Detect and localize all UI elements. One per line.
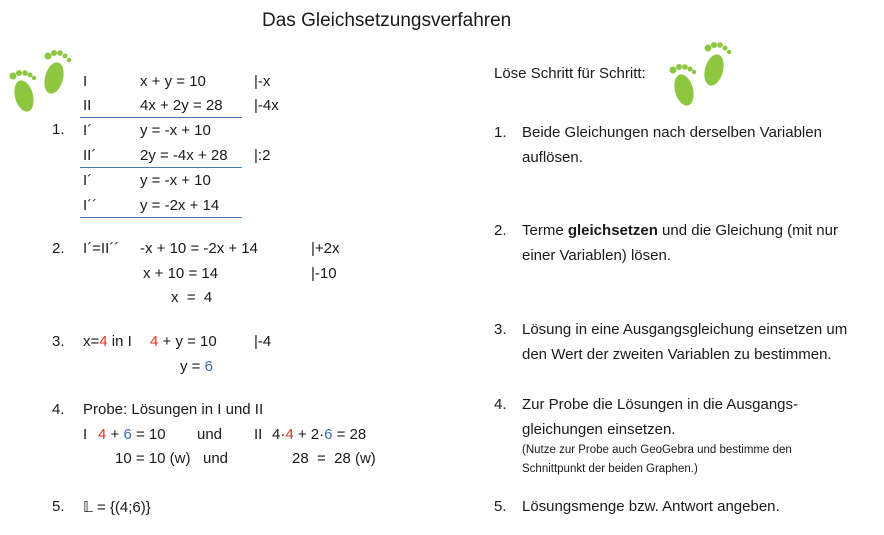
step-note: Schnittpunkt der beiden Graphen.) — [522, 463, 698, 475]
equation: y = -x + 10 — [140, 122, 211, 139]
operation: |-4 — [254, 333, 272, 350]
operation: |-10 — [311, 265, 337, 282]
text: Terme — [522, 222, 568, 239]
y-value: 6 — [123, 426, 132, 443]
text: und die Gleichung (mit nur — [657, 222, 838, 239]
step-number: 1. — [494, 124, 507, 141]
operation: |+2x — [311, 240, 340, 257]
y-value: 6 — [204, 358, 213, 375]
eq-label: I — [83, 426, 88, 443]
solution-set: 𝕃 = {(4;6)} — [83, 499, 151, 516]
step-text: Lösung in eine Ausgangsgleichung einsetzen um — [522, 321, 848, 338]
conjunction: und — [203, 450, 229, 467]
intro-text: Löse Schritt für Schritt: — [494, 65, 646, 82]
equation: 4x + 2y = 28 — [140, 97, 223, 114]
equation: x + y = 10 — [140, 73, 206, 90]
separator-line — [80, 117, 242, 118]
text: in I — [107, 333, 132, 350]
eq-label: II — [83, 97, 92, 114]
check-result: 10 = 10 (w) — [115, 450, 191, 467]
step-text: gleichungen einsetzen. — [522, 421, 676, 438]
eq-label: II — [254, 426, 263, 443]
equation — [150, 333, 217, 350]
eq-label: I´ — [83, 172, 93, 189]
eq-label: I´=II´´ — [83, 240, 120, 257]
step-text: Beide Gleichungen nach derselben Variablen — [522, 124, 822, 141]
text: 4· — [272, 426, 286, 443]
step-text: den Wert der zweiten Variablen zu bestimmen. — [522, 346, 832, 363]
operation: |-x — [254, 73, 271, 90]
step-text: auflösen. — [522, 149, 583, 166]
step-number: 3. — [494, 321, 507, 338]
text: x= — [83, 333, 100, 350]
step-number: 4. — [52, 401, 65, 418]
page-title: Das Gleichsetzungsverfahren — [262, 10, 512, 31]
equation — [180, 358, 213, 375]
text: = 28 — [332, 426, 367, 443]
x-value: 4 — [150, 333, 159, 350]
check-equation — [272, 426, 366, 443]
step-note: (Nutze zur Probe auch GeoGebra und bestimme den — [522, 444, 792, 456]
eq-label: I´´ — [83, 197, 98, 214]
equation: 2y = -4x + 28 — [140, 147, 228, 164]
footprints-icon — [4, 40, 80, 120]
text: + y = 10 — [158, 333, 217, 350]
y-value: 6 — [324, 426, 333, 443]
equation: y = -2x + 14 — [140, 197, 220, 214]
conjunction: und — [197, 426, 223, 443]
step-text: einer Variablen) lösen. — [522, 247, 671, 264]
eq-label: I — [83, 73, 88, 90]
x-value: 4 — [99, 333, 108, 350]
text: y = — [180, 358, 205, 375]
step-number: 2. — [52, 240, 65, 257]
check-equation — [98, 426, 166, 443]
step-number: 2. — [494, 222, 507, 239]
separator-line — [80, 167, 242, 168]
operation: |:2 — [254, 147, 271, 164]
x-value: 4 — [285, 426, 294, 443]
text: + 2· — [293, 426, 325, 443]
step-text — [522, 222, 838, 239]
text: = 10 — [131, 426, 166, 443]
check-result: 28 = 28 (w) — [292, 450, 376, 467]
eq-label: I´ — [83, 122, 93, 139]
footprints-icon — [662, 34, 738, 114]
operation: |-4x — [254, 97, 279, 114]
equation: y = -x + 10 — [140, 172, 211, 189]
equation: -x + 10 = -2x + 14 — [140, 240, 258, 257]
step-number: 3. — [52, 333, 65, 350]
keyword: gleichsetzen — [567, 222, 658, 239]
step-number: 1. — [52, 121, 65, 138]
equation: x + 10 = 14 — [143, 265, 219, 282]
substitution — [83, 333, 132, 350]
x-value: 4 — [98, 426, 107, 443]
step-number: 4. — [494, 396, 507, 413]
step-number: 5. — [494, 498, 507, 515]
step-text: Zur Probe die Lösungen in die Ausgangs- — [522, 396, 799, 413]
separator-line — [80, 217, 242, 218]
step-text: Lösungsmenge bzw. Antwort angeben. — [522, 498, 780, 515]
text: + — [106, 426, 124, 443]
section-heading: Probe: Lösungen in I und II — [83, 401, 264, 418]
step-number: 5. — [52, 498, 65, 515]
equation: x = 4 — [171, 289, 213, 306]
eq-label: II´ — [83, 147, 97, 164]
